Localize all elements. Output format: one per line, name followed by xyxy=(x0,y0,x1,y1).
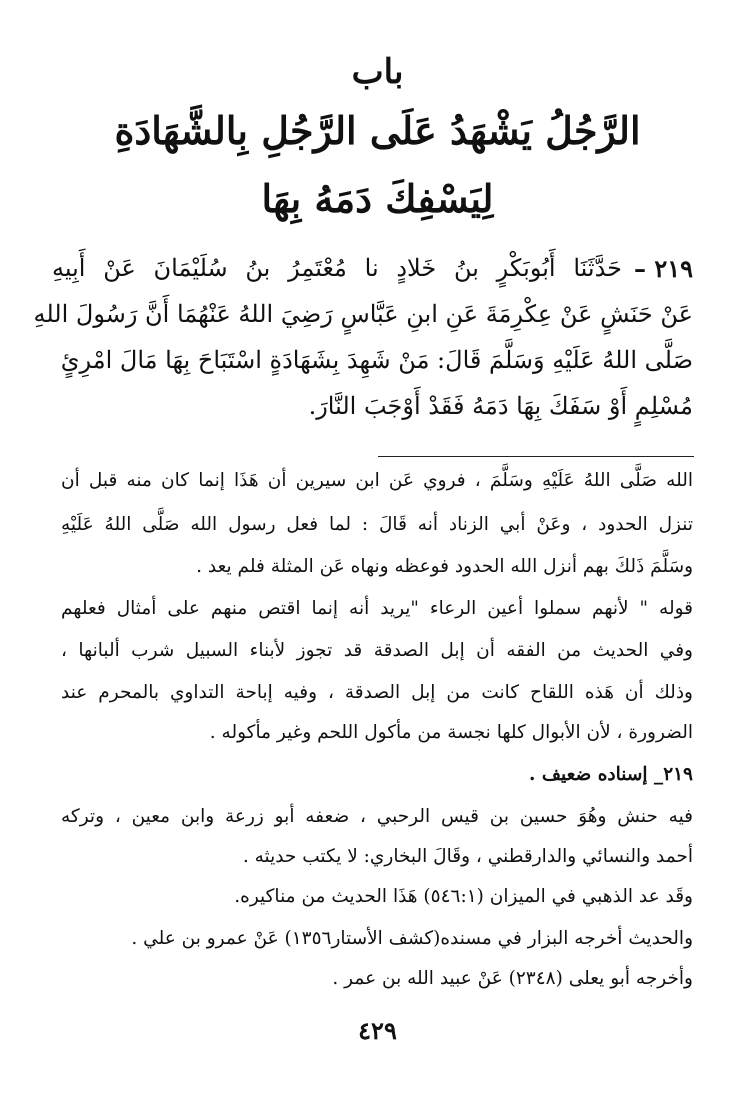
footnote-line: وسَلَّمَ ذَلكَ بهم أنزل الله الحدود فوعظه ونهاه عَن المثلة فلم يعد . xyxy=(196,556,693,577)
chapter-title-line-1: الرَّجُلُ يَشْهَدُ عَلَى الرَّجُلِ بِالشَّهَادَةِ xyxy=(114,108,641,153)
footnote-line: قوله " لأنهم سملوا أعين الرعاء "يريد أنه إنما اقتص منهم على أمثال فعلهم xyxy=(61,598,693,619)
footnote-heading: ٢١٩_ إسناده ضعيف . xyxy=(529,764,693,785)
footnote-line: وفي الحديث من الفقه أن إبل الصدقة قد تجوز لأبناء السبيل شرب ألبانها ، xyxy=(61,640,693,661)
footnote-line: الضرورة ، لأن الأبوال كلها نجسة من مأكول اللحم وغير مأكوله . xyxy=(209,722,693,743)
footnote-line: أحمد والنسائي والدارقطني ، وقَالَ البخاري: لا يكتب حديثه . xyxy=(242,846,693,867)
hadith-line: مُسْلِمٍ أَوْ سَفَكَ بِهَا دَمَهُ فَقَدْ أَوْجَبَ النَّارَ. xyxy=(308,392,693,420)
footnote-divider xyxy=(378,456,694,457)
footnote-line: والحديث أخرجه البزار في مسنده(كشف الأستار١٣٥٦) عَنْ عمرو بن علي . xyxy=(131,928,693,949)
page-number: ٤٢٩ xyxy=(358,1016,397,1045)
footnote-line: الله صَلَّى اللهُ عَلَيْهِ وسَلَّمَ ، فروي عَن ابن سيرين أن هَذَا إنما كان منه قبل أن xyxy=(61,470,693,491)
footnote-line: وذلك أن هَذه اللقاح كانت من إبل الصدقة ، وفيه إباحة التداوي بالمحرم عند xyxy=(61,682,693,703)
footnote-line: تنزل الحدود ، وعَنْ أبي الزناد أنه قَالَ : لما فعل رسول الله صَلَّى اللهُ عَلَيْهِ xyxy=(61,514,693,535)
chapter-label: باب xyxy=(351,52,404,92)
hadith-line: صَلَّى اللهُ عَلَيْهِ وَسَلَّمَ قَالَ: مَنْ شَهِدَ بِشَهَادَةٍ اسْتَبَاحَ بِهَا مَالَ امْرِئٍ xyxy=(60,346,693,374)
chapter-title-line-2: لِيَسْفِكَ دَمَهُ بِهَا xyxy=(261,176,494,221)
hadith-line: حَدَّثَنَا أَبُوبَكْرٍ بنُ خَلادٍ نا مُعْتَمِرُ بنُ سُلَيْمَانَ عَنْ أَبِيهِ xyxy=(52,254,622,282)
footnote-line: وقَد عد الذهبي في الميزان (٥٤٦:١) هَذَا الحديث من مناكيره. xyxy=(234,886,693,907)
footnote-line: وأخرجه أبو يعلى (٢٣٤٨) عَنْ عبيد الله بن عمر . xyxy=(332,968,693,989)
footnote-line: فيه حنش وهُوَ حسين بن قيس الرحبي ، ضعفه أبو زرعة وابن معين ، وتركه xyxy=(61,806,693,827)
hadith-number: ٢١٩ – xyxy=(633,254,693,283)
hadith-line: عَنْ حَنَشٍ عَنْ عِكْرِمَةَ عَنِ ابنِ عَبَّاسٍ رَضِيَ اللهُ عَنْهُمَا أَنَّ رَسُولَ اللهِ xyxy=(33,300,693,328)
